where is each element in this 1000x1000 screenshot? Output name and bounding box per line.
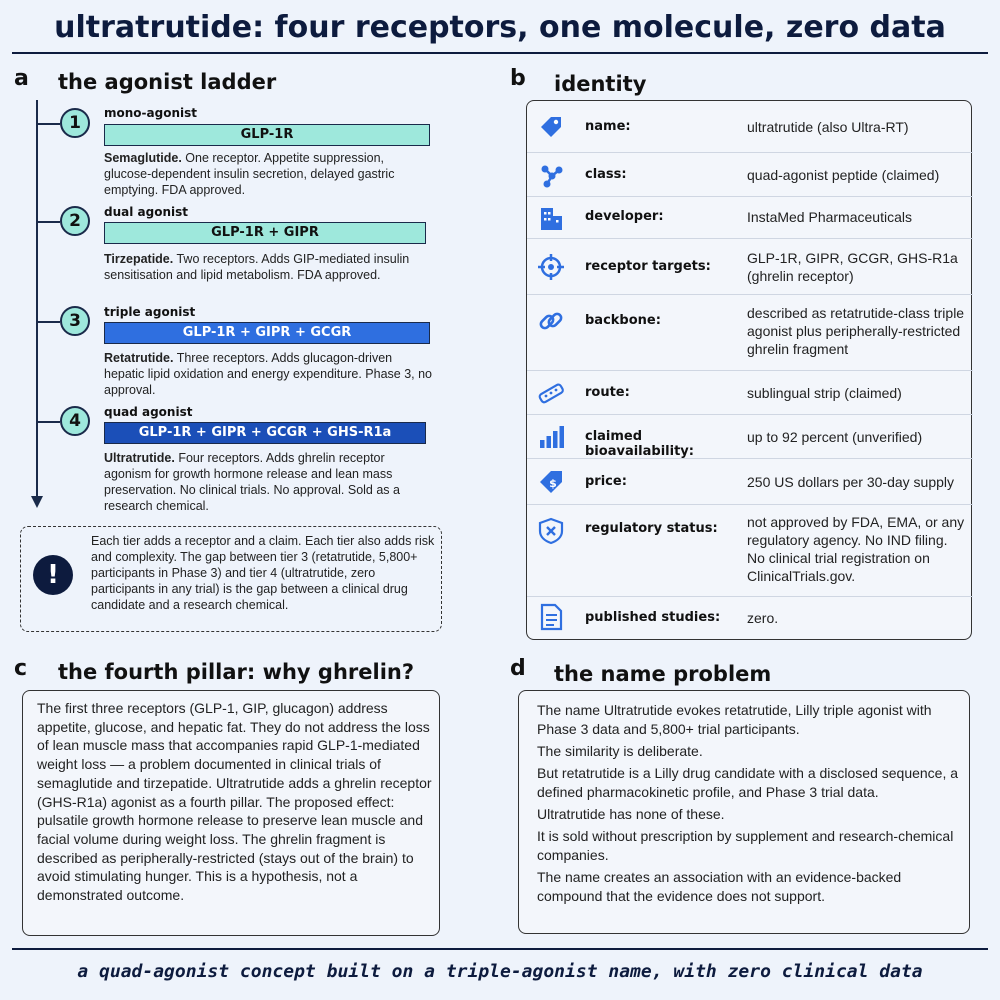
- panel-b-title: identity: [554, 72, 647, 96]
- page-title: ultratrutide: four receptors, one molecule, zero data: [54, 10, 946, 45]
- tier-1-drug: Semaglutide.: [104, 151, 182, 165]
- identity-value: described as retatrutide-class triple agonist plus peripherally-restricted ghrelin fragment: [747, 305, 965, 357]
- svg-text:$: $: [549, 477, 557, 490]
- panel-d-label: d: [510, 656, 526, 681]
- identity-value: quad-agonist peptide (claimed): [747, 167, 940, 183]
- tier-4-number: 4: [60, 406, 90, 436]
- panel-c-label: c: [14, 656, 28, 681]
- name-paragraph: The similarity is deliberate.: [537, 743, 703, 759]
- tag-icon: [537, 113, 565, 141]
- identity-row-name: [527, 101, 973, 153]
- tier-1-desc-text: One receptor. Appetite suppression, glucose-dependent insulin secretion, delayed gastric emptying. FDA approved.: [104, 151, 395, 197]
- tier-4-name: quad agonist: [104, 405, 193, 419]
- name-paragraph: It is sold without prescription by supplement and research-chemical companies.: [537, 828, 954, 863]
- tier-2-number: 2: [60, 206, 90, 236]
- panel-d-text: [537, 701, 961, 906]
- tier-4-tick: [36, 421, 60, 423]
- identity-label: claimed bioavailability:: [585, 429, 694, 459]
- tier-2-desc-text: Two receptors. Adds GIP-mediated insulin sensitisation and lipid metabolism. FDA approved.: [104, 252, 410, 282]
- identity-value: GLP-1R, GIPR, GCGR, GHS-R1a (ghrelin receptor): [747, 250, 958, 284]
- identity-value: InstaMed Pharmaceuticals: [747, 209, 912, 225]
- exclamation-icon: !: [33, 555, 73, 595]
- name-paragraph: The name Ultratrutide evokes retatrutide, Lilly triple agonist with Phase 3 data and 5,800+ trial participants.: [537, 702, 932, 737]
- tier-4-receptor-bar: GLP-1R + GIPR + GCGR + GHS-R1a: [104, 422, 426, 444]
- identity-row-backbone: [527, 295, 973, 371]
- name-paragraph: The name creates an association with an evidence-backed compound that the evidence does not support.: [537, 869, 902, 904]
- identity-label: price:: [585, 474, 627, 489]
- identity-value: zero.: [747, 610, 779, 626]
- identity-label: developer:: [585, 209, 664, 224]
- identity-label: backbone:: [585, 313, 661, 328]
- panel-c-title: the fourth pillar: why ghrelin?: [58, 660, 415, 684]
- tier-3-number: 3: [60, 306, 90, 336]
- tier-1-description: [104, 150, 434, 198]
- tier-2-drug: Tirzepatide.: [104, 252, 174, 266]
- callout-text: Each tier adds a receptor and a claim. Each tier also adds risk and complexity. The gap between tier 3 (retatrutide, 5,800+ participants in Phase 3) and tier 4 (ultratrutide, zero participants in any trial) is the gap between a clinical drug candidate and a research chemical.: [91, 534, 435, 612]
- identity-value: up to 92 percent (unverified): [747, 429, 923, 445]
- tier-4-drug: Ultratrutide.: [104, 451, 175, 465]
- tier-2-tick: [36, 221, 60, 223]
- identity-label: published studies:: [585, 610, 721, 625]
- target-icon: [537, 253, 565, 281]
- tier-1-receptor-bar: GLP-1R: [104, 124, 430, 146]
- tier-3-tick: [36, 321, 60, 323]
- identity-row-studies: [527, 597, 973, 641]
- panel-c-box: [22, 690, 440, 936]
- identity-row-bioavailability: [527, 415, 973, 459]
- identity-label: regulatory status:: [585, 521, 718, 536]
- name-paragraph: But retatrutide is a Lilly drug candidate with a disclosed sequence, a defined pharmacokinetic profile, and Phase 3 trial data.: [537, 765, 959, 800]
- bar-chart-icon: [537, 423, 565, 451]
- identity-value: not approved by FDA, EMA, or any regulatory agency. No IND filing. No clinical trial registration on ClinicalTrials.gov.: [747, 514, 965, 584]
- identity-row-price: [527, 459, 973, 505]
- molecule-icon: [537, 161, 565, 189]
- bottom-divider: [12, 948, 988, 950]
- panel-c-text: The first three receptors (GLP-1, GIP, glucagon) address appetite, glucose, and hepatic fat. They do not address the loss of lean muscle mass that accompanies rapid GLP-1-mediated weight loss — a problem documented in clinical trials of semaglutide and tirzepatide. Ultratrutide adds a ghrelin receptor (GHS-R1a) agonist as a fourth pillar. The proposed effect: pulsatile growth hormone release to preserve lean muscle and facial volume during weight loss. The ghrelin fragment is described as peripherally-restricted (stays out of the brain) to avoid stimulating hunger. This is a hypothesis, not a demonstrated outcome.: [37, 700, 432, 904]
- tier-4-desc-text: Four receptors. Adds ghrelin receptor agonism for growth hormone release and lean mass preservation. No clinical trials. No approval. Sold as a research chemical.: [104, 451, 400, 513]
- document-icon: [537, 603, 565, 631]
- tier-2-receptor-bar: GLP-1R + GIPR: [104, 222, 426, 244]
- tier-3-desc-text: Three receptors. Adds glucagon-driven hepatic lipid oxidation and energy expenditure. Phase 3, no approval.: [104, 351, 433, 397]
- panel-a-title: the agonist ladder: [58, 70, 277, 94]
- identity-label: route:: [585, 385, 630, 400]
- tier-2-description: [104, 251, 434, 283]
- link-icon: [537, 307, 565, 335]
- tier-3-name: triple agonist: [104, 305, 196, 319]
- identity-row-class: [527, 153, 973, 197]
- identity-label: class:: [585, 167, 627, 182]
- footer-caption: a quad-agonist concept built on a triple-agonist name, with zero clinical data: [77, 961, 923, 982]
- price-tag-icon: [537, 468, 565, 496]
- panel-d-title: the name problem: [554, 662, 772, 686]
- tier-3-description: [104, 350, 434, 398]
- shield-x-icon: [537, 517, 565, 545]
- identity-row-route: [527, 371, 973, 415]
- strip-icon: [537, 379, 565, 407]
- ladder-callout: [20, 526, 442, 632]
- tier-1-tick: [36, 123, 60, 125]
- panel-a-label: a: [14, 66, 29, 91]
- identity-row-regulatory: [527, 505, 973, 597]
- tier-3-drug: Retatrutide.: [104, 351, 174, 365]
- identity-value: ultratrutide (also Ultra-RT): [747, 119, 909, 135]
- identity-value: 250 US dollars per 30-day supply: [747, 474, 955, 490]
- identity-value: sublingual strip (claimed): [747, 385, 902, 401]
- identity-row-developer: [527, 197, 973, 239]
- tier-3-receptor-bar: GLP-1R + GIPR + GCGR: [104, 322, 430, 344]
- ladder-spine: [36, 100, 38, 498]
- building-icon: [537, 204, 565, 232]
- top-divider: [12, 52, 988, 54]
- panel-b-label: b: [510, 66, 526, 91]
- tier-1-number: 1: [60, 108, 90, 138]
- identity-label: receptor targets:: [585, 259, 711, 274]
- name-paragraph: Ultratrutide has none of these.: [537, 806, 725, 822]
- identity-row-targets: [527, 239, 973, 295]
- ladder-arrow-icon: [31, 496, 43, 508]
- identity-label: name:: [585, 119, 631, 134]
- panel-d-box: [518, 690, 970, 934]
- identity-table: [526, 100, 972, 640]
- tier-4-description: [104, 450, 434, 514]
- tier-2-name: dual agonist: [104, 205, 188, 219]
- tier-1-name: mono-agonist: [104, 106, 197, 120]
